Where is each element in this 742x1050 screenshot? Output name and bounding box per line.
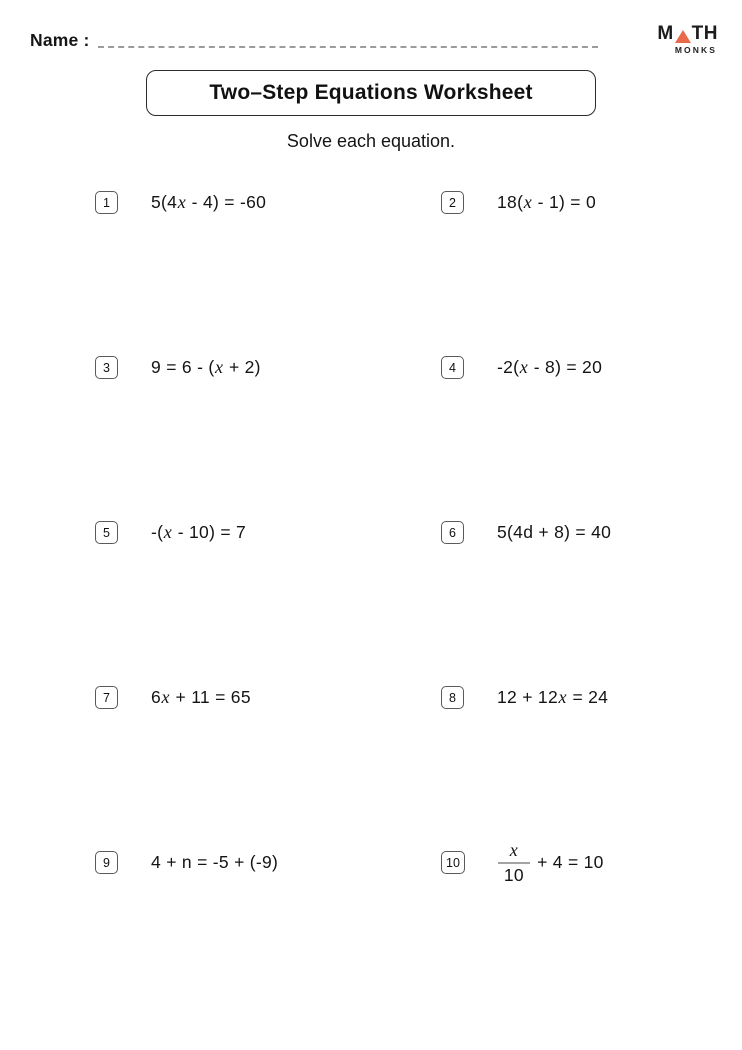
equation-text xyxy=(151,357,261,378)
equation-text xyxy=(497,192,596,213)
problem-number-box: 9 xyxy=(95,851,118,874)
logo-monks-text: MONKS xyxy=(674,45,717,55)
equation-variable: x xyxy=(519,357,529,377)
problem-number-box: 4 xyxy=(441,356,464,379)
equation-text xyxy=(497,522,611,543)
equation-text xyxy=(151,852,278,873)
problem-number-box: 5 xyxy=(95,521,118,544)
equation-segment: - 10) = 7 xyxy=(172,522,247,542)
problem-number-box: 3 xyxy=(95,356,118,379)
equation-variable: x xyxy=(558,687,567,707)
equation-segment: 5(4d + 8) = 40 xyxy=(497,522,612,542)
problem-1 xyxy=(95,120,441,285)
problem-3 xyxy=(95,285,441,450)
equation-segment: + 4 = 10 xyxy=(531,851,604,872)
header-row xyxy=(30,22,718,55)
problem-5 xyxy=(95,450,441,615)
problem-number-box: 6 xyxy=(441,521,464,544)
equation-segment: - 1) = 0 xyxy=(532,192,596,212)
equation-text xyxy=(151,522,246,543)
equation-text xyxy=(151,687,251,708)
problem-2 xyxy=(441,120,742,285)
equation-text xyxy=(498,841,604,884)
equation-segment: 9 = 6 - ( xyxy=(151,357,215,377)
equation-variable: x xyxy=(163,522,173,542)
fraction-denominator: 10 xyxy=(503,864,524,885)
equation-segment: - 8) = 20 xyxy=(528,357,603,377)
equation-segment: + 2) xyxy=(223,357,261,377)
problem-number-box: 10 xyxy=(441,851,465,874)
equation-segment: -2( xyxy=(497,357,520,377)
problem-9 xyxy=(95,780,441,945)
problem-10 xyxy=(441,780,742,945)
equation-variable: x xyxy=(523,192,532,212)
equation-segment: + 11 = 65 xyxy=(170,687,251,707)
equation-segment: -( xyxy=(151,522,164,542)
worksheet-title: Two–Step Equations Worksheet xyxy=(209,81,533,104)
logo-triangle-icon xyxy=(675,30,691,43)
equation-text xyxy=(497,687,608,708)
name-label: Name : xyxy=(30,30,90,51)
problem-number-box: 2 xyxy=(441,191,464,214)
equation-variable: x xyxy=(177,192,186,212)
problem-6 xyxy=(441,450,742,615)
fraction xyxy=(498,841,530,884)
logo-letter-m: M xyxy=(657,23,674,44)
equation-variable: x xyxy=(215,357,224,377)
name-fill-line xyxy=(98,46,598,48)
equation-segment: 4 + n = -5 + (-9) xyxy=(151,852,279,872)
problem-4 xyxy=(441,285,742,450)
logo-wordmark xyxy=(657,24,718,43)
equation-variable: x xyxy=(161,687,170,707)
fraction-numerator: x xyxy=(509,839,519,860)
problem-number-box: 8 xyxy=(441,686,464,709)
problems-grid xyxy=(95,120,742,945)
equation-text xyxy=(497,357,602,378)
equation-text xyxy=(151,192,266,213)
problem-number-box: 1 xyxy=(95,191,118,214)
name-block xyxy=(30,22,598,52)
logo-letters-th: TH xyxy=(691,23,718,44)
problem-7 xyxy=(95,615,441,780)
worksheet-title-box xyxy=(146,70,596,116)
problem-8 xyxy=(441,615,742,780)
equation-segment: - 4) = -60 xyxy=(186,192,267,212)
equation-segment: 18( xyxy=(497,192,524,212)
equation-segment: 6 xyxy=(151,687,162,707)
problem-number-box: 7 xyxy=(95,686,118,709)
equation-segment: 5(4 xyxy=(151,192,178,212)
fraction-bar xyxy=(498,862,530,864)
equation-segment: = 24 xyxy=(567,687,609,707)
mathmonks-logo xyxy=(654,22,718,55)
instruction-text: Solve each equation. xyxy=(286,131,456,151)
equation-segment: 12 + 12 xyxy=(497,687,558,707)
